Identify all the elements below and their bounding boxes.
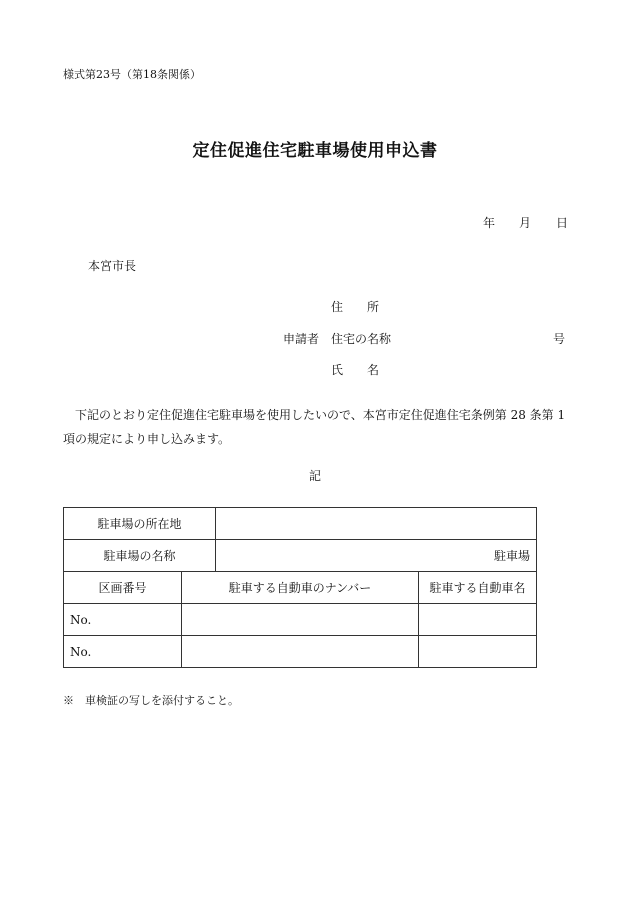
page-title: 定住促進住宅駐車場使用申込書 [192,141,438,161]
car-plate-cell[interactable] [182,604,419,636]
lot-number-cell[interactable]: No. [64,636,182,668]
car-name-cell[interactable] [419,636,537,668]
housing-name-label: 住宅の名称 [331,332,392,346]
room-number-suffix: 号 [553,332,566,346]
location-label: 駐車場の所在地 [64,508,216,540]
date-year-label: 年 [483,216,496,230]
lot-number-cell[interactable]: No. [64,604,182,636]
attachment-note: ※ 車検証の写しを添付すること。 [63,694,239,707]
parking-application-table [63,507,537,668]
table-row [64,604,537,636]
table-row-location [64,508,537,540]
applicant-label: 申請者 [283,332,320,346]
date-month-label: 月 [519,216,532,230]
header-car-name: 駐車する自動車名 [419,572,537,604]
ki-heading: 記 [308,469,321,483]
table-row-parking-name [64,540,537,572]
header-lot-number: 区画番号 [64,572,182,604]
car-plate-cell[interactable] [182,636,419,668]
form-number: 様式第23号（第18条関係） [63,68,201,81]
table-row [64,636,537,668]
address-label: 住 所 [331,300,380,314]
parking-name-label: 駐車場の名称 [64,540,216,572]
parking-name-value-cell[interactable]: 駐車場 [216,540,537,572]
date-day-label: 日 [556,216,569,230]
table-row-headers [64,572,537,604]
car-name-cell[interactable] [419,604,537,636]
application-statement [63,403,568,451]
header-car-plate: 駐車する自動車のナンバー [182,572,419,604]
statement-line-1: 下記のとおり定住促進住宅駐車場を使用したいので、本宮市定住促進住宅条例第 28 条第 1 [75,408,566,422]
statement-line-2: 項の規定により申し込みます。 [63,432,231,446]
location-value-cell[interactable] [216,508,537,540]
name-label: 氏 名 [331,363,380,377]
addressee: 本宮市長 [88,259,137,273]
